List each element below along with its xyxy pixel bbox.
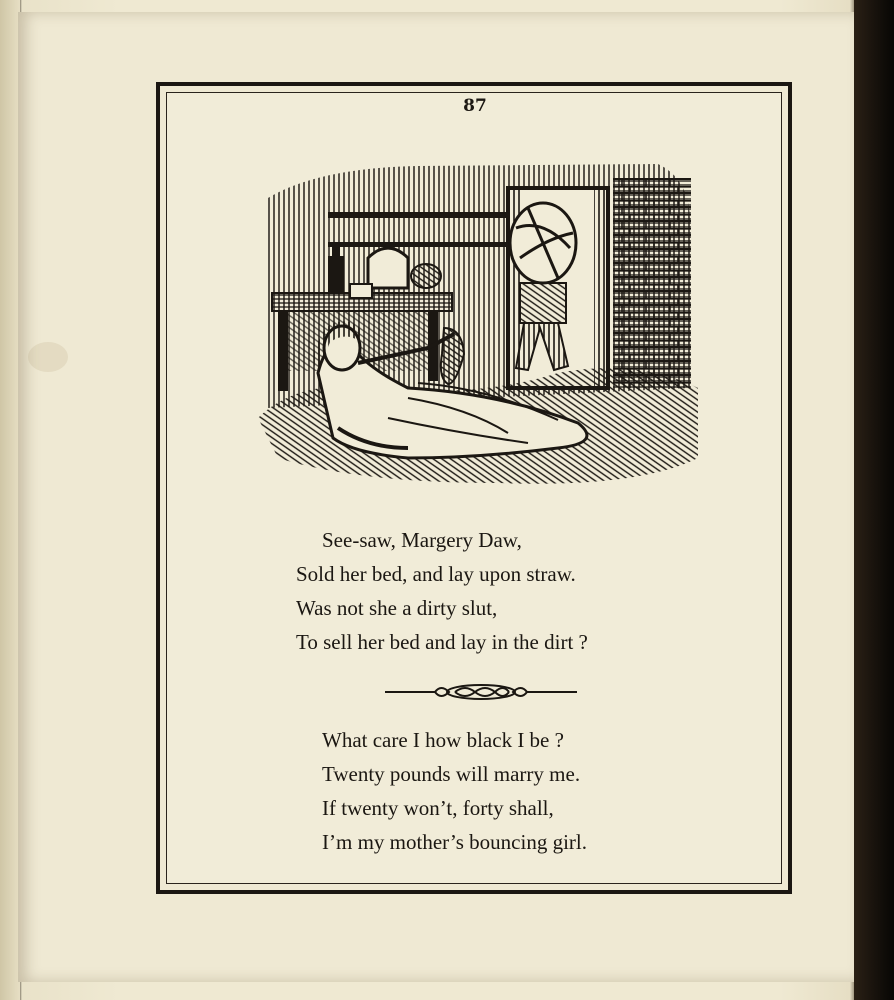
verse-one — [296, 523, 588, 659]
book-right-edge — [854, 0, 894, 1000]
verse-line: What care I how black I be ? — [322, 728, 564, 752]
left-page-edge — [0, 0, 20, 1000]
verse-line: Twenty pounds will marry me. — [322, 762, 581, 786]
verse-line: Sold her bed, and lay upon straw. — [296, 562, 576, 586]
ornamental-divider-icon — [385, 680, 577, 704]
verse-two — [322, 723, 587, 859]
woodcut-illustration-icon — [258, 158, 698, 488]
verse-line: To sell her bed and lay in the dirt ? — [296, 630, 588, 654]
verse-line: If twenty won’t, forty shall, — [322, 796, 554, 820]
verse-line: Was not she a dirty slut, — [296, 596, 498, 620]
verse-line: I’m my mother’s bouncing girl. — [322, 830, 587, 854]
paper-stain — [28, 342, 68, 372]
verse-line: See-saw, Margery Daw, — [322, 528, 522, 552]
page-number: 87 — [463, 96, 487, 116]
